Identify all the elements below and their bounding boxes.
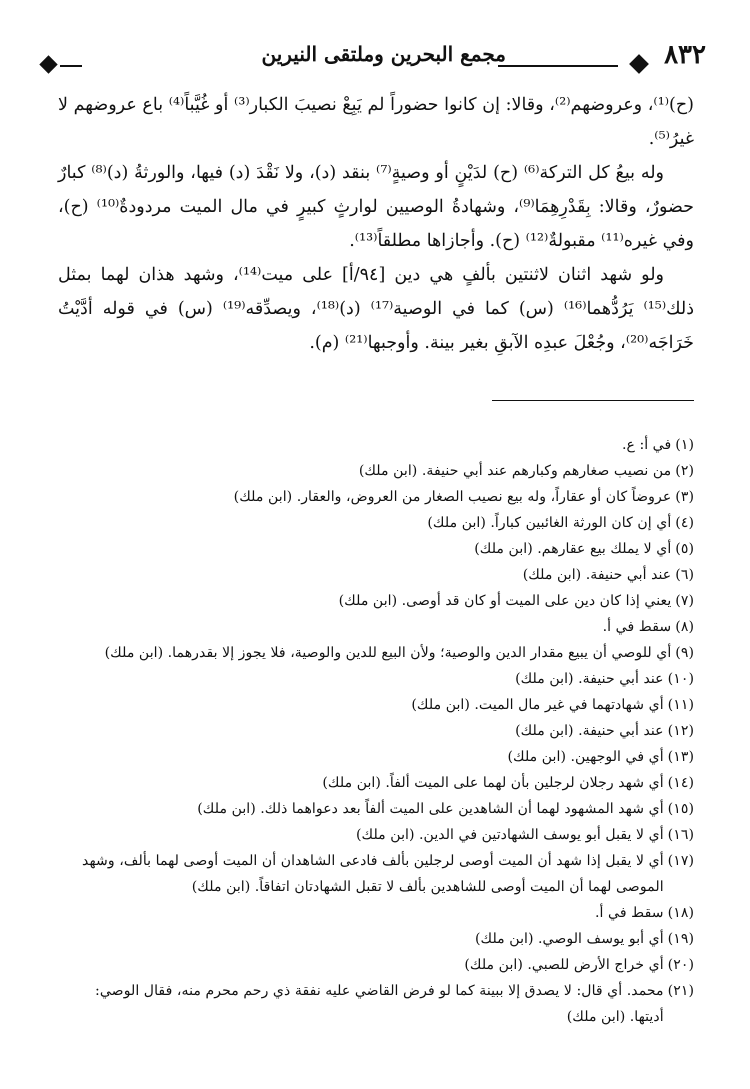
footnote-number: (٢٠): [667, 957, 694, 973]
footnote-number: (٩): [675, 645, 694, 661]
footnote-number: (١٢): [667, 723, 694, 739]
footnote: [62, 926, 694, 952]
footnote-text: أي لا يقبل إذا شهد أن الميت أوصى لرجلين بألف فادعى الشاهدان أن الميت أوصى لهما بألف، وشهد الموصى لهما أن الميت أوصى للشاهدين بألف لا تقبل الشهادتان اتفاقاً. (ابن ملك): [82, 853, 664, 895]
footnote: [62, 952, 694, 978]
footnote: [62, 744, 694, 770]
footnote-number: (١): [675, 437, 694, 453]
footnote: [62, 432, 694, 458]
footnote-number: (١٤): [667, 775, 694, 791]
footnote-text: عند أبي حنيفة. (ابن ملك): [515, 671, 664, 687]
footnote-number: (٥): [675, 541, 694, 557]
diamond-ornament-right: [629, 54, 649, 74]
footnote: [62, 588, 694, 614]
paragraph: ولو شهد اثنان لاثنتين بألفٍ هي دين [٩٤/أ] على ميت⁽¹⁴⁾، وشهد هذان لهما بمثل ذلك⁽¹⁵⁾ يَرُدُّهما⁽¹⁶⁾ (س) كما في الوصية⁽¹⁷⁾ (د)⁽¹⁸⁾، ويصدِّقه⁽¹⁹⁾ (س) في قوله أدَّيْتُ خَرَاجَه⁽²⁰⁾، وجُعْلَ عبدِه الآبقِ بغير بينة. وأوجبها⁽²¹⁾ (م).: [58, 265, 694, 353]
footnote: [62, 900, 694, 926]
running-header: [36, 32, 706, 88]
footnote: [62, 692, 694, 718]
page-number: ٨٣٢: [664, 40, 706, 70]
footnote-number: (١٥): [667, 801, 694, 817]
footnote-text: من نصيب صغارهم وكبارهم عند أبي حنيفة. (ابن ملك): [358, 463, 672, 479]
footnote-text: عند أبي حنيفة. (ابن ملك): [515, 723, 664, 739]
footnote-text: سقط في أ.: [602, 619, 672, 635]
footnote-text: أي أبو يوسف الوصي. (ابن ملك): [474, 931, 664, 947]
footnote: [62, 484, 694, 510]
footnote: [62, 640, 694, 666]
footnote-text: أي خراج الأرض للصبي. (ابن ملك): [464, 957, 664, 973]
footnote-number: (٣): [675, 489, 694, 505]
paragraph: (ح)⁽¹⁾، وعروضهم⁽²⁾، وقالا: إن كانوا حضوراً لم يَبِعْ نصيبَ الكبار⁽³⁾ أو غُيَّباً⁽⁴⁾ باع عروضهم لا غيرُ⁽⁵⁾.: [58, 95, 694, 149]
footnote-number: (١٣): [667, 749, 694, 765]
footnote: [62, 666, 694, 692]
footnote-text: أي للوصي أن يبيع مقدار الدين والوصية؛ ولأن البيع للدين والوصية، فلا يجوز إلا بقدرهما. (ابن ملك): [104, 645, 672, 661]
footnote-number: (١٩): [667, 931, 694, 947]
footnote-text: يعني إذا كان دين على الميت أو كان قد أوصى. (ابن ملك): [338, 593, 672, 609]
footnote-number: (٢): [675, 463, 694, 479]
main-text: [58, 88, 694, 360]
footnote-text: عروضاً كان أو عقاراً، وله بيع نصيب الصغار من العروض، والعقار. (ابن ملك): [233, 489, 672, 505]
footnote-text: أي في الوجهين. (ابن ملك): [507, 749, 664, 765]
footnote-number: (١٧): [667, 853, 694, 869]
footnote: [62, 978, 694, 1030]
paragraph: وله بيعُ كل التركة⁽⁶⁾ (ح) لدَيْنٍ أو وصيةٍ⁽⁷⁾ بنقد (د)، ولا نَقْدَ (د) فيها، والورثةُ (د)⁽⁸⁾ كبارٌ حضورٌ، وقالا: بِقَدْرِهِمَا⁽⁹⁾، وشهادةُ الوصيين لوارثٍ كبيرٍ في مال الميت مردودةٌ⁽¹⁰⁾ (ح)، وفي غيره⁽¹¹⁾ مقبولةٌ⁽¹²⁾ (ح). وأجازاها مطلقاً⁽¹³⁾.: [58, 163, 694, 251]
footnote-text: أي لا يملك بيع عقارهم. (ابن ملك): [474, 541, 672, 557]
footnote: [62, 458, 694, 484]
footnote-separator: [492, 400, 694, 401]
footnote-text: في أ: ع.: [621, 437, 672, 453]
footnote: [62, 614, 694, 640]
footnotes: [62, 432, 694, 1030]
footnote-number: (٨): [675, 619, 694, 635]
footnote-number: (٧): [675, 593, 694, 609]
footnote-text: أي إن كان الورثة الغائبين كباراً. (ابن ملك): [427, 515, 672, 531]
footnote-text: محمد. أي قال: لا يصدق إلا ببينة كما لو فرض القاضي عليه نفقة ذي رحم محرم منه، فقال الوصي: أديتها. (ابن ملك): [95, 983, 664, 1025]
footnote-text: أي شهد المشهود لهما أن الشاهدين على الميت ألفاً بعد دعواهما ذلك. (ابن ملك): [197, 801, 664, 817]
footnote: [62, 848, 694, 900]
footnote-number: (٤): [675, 515, 694, 531]
footnote-text: عند أبي حنيفة. (ابن ملك): [522, 567, 672, 583]
footnote-number: (٢١): [667, 983, 694, 999]
header-dash: [60, 65, 82, 67]
diamond-ornament-left: [39, 55, 57, 73]
footnote: [62, 510, 694, 536]
footnote-number: (١٨): [667, 905, 694, 921]
book-title: مجمع البحرين وملتقى النيرين: [261, 42, 506, 66]
footnote: [62, 718, 694, 744]
footnote-number: (١٦): [667, 827, 694, 843]
footnote-text: أي شهادتهما في غير مال الميت. (ابن ملك): [411, 697, 664, 713]
footnote: [62, 796, 694, 822]
footnote-text: سقط في أ.: [595, 905, 664, 921]
footnote: [62, 770, 694, 796]
footnote-number: (١٠): [667, 671, 694, 687]
footnote: [62, 822, 694, 848]
footnote-number: (١١): [667, 697, 694, 713]
footnote-number: (٦): [675, 567, 694, 583]
footnote-text: أي شهد رجلان لرجلين بأن لهما على الميت ألفاً. (ابن ملك): [322, 775, 664, 791]
footnote: [62, 562, 694, 588]
header-rule: [498, 65, 618, 67]
footnote-text: أي لا يقبل أبو يوسف الشهادتين في الدين. (ابن ملك): [355, 827, 664, 843]
footnote: [62, 536, 694, 562]
